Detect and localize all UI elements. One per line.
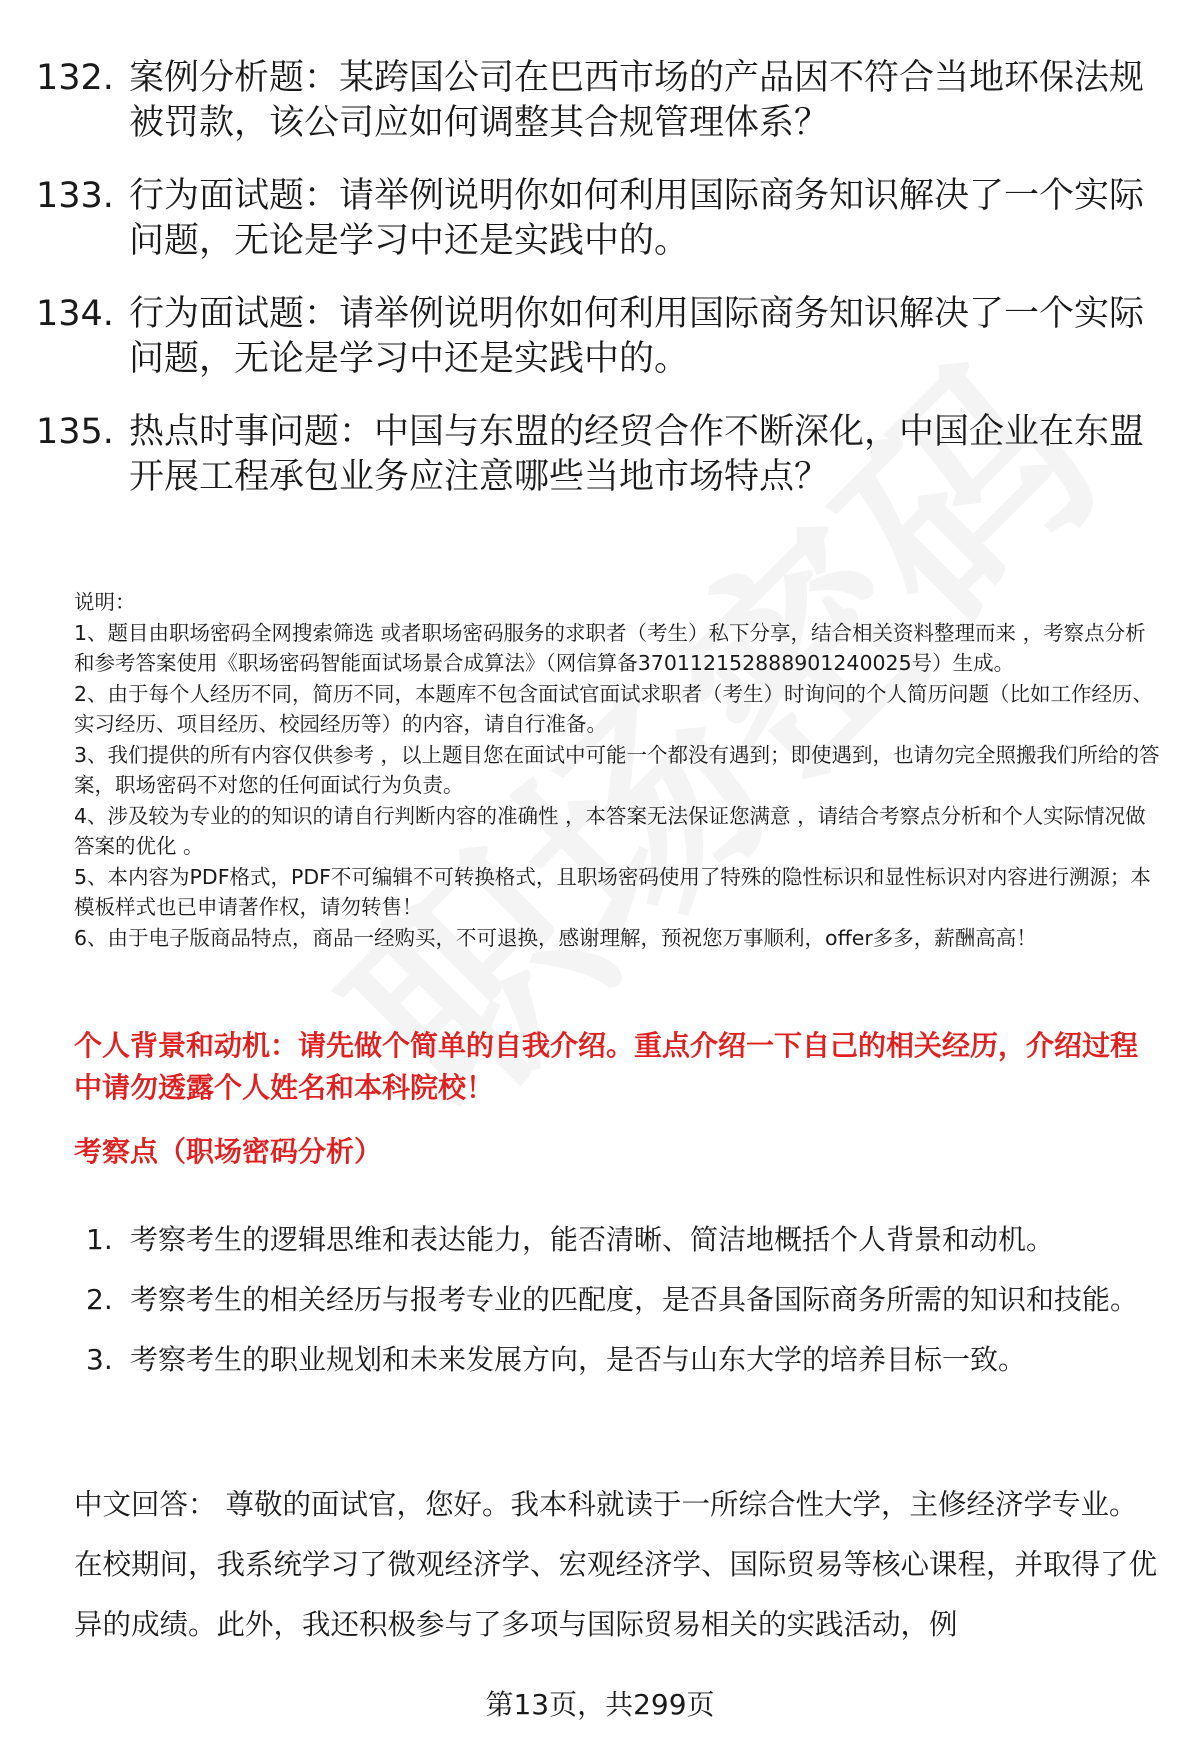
question-item [36,56,1156,146]
question-text: 行为面试题：请举例说明你如何利用国际商务知识解决了一个实际问题，无论是学习中还是实践中的。 [129,176,1145,261]
notes-section [74,587,1160,953]
analysis-point [74,1330,1160,1390]
analysis-point [74,1270,1160,1330]
question-number: 135. [36,412,114,452]
note-item: 6、由于电子版商品特点，商品一经购买，不可退换，感谢理解，预祝您万事顺利，offer多多，薪酬高高！ [74,925,1037,950]
question-text: 行为面试题：请举例说明你如何利用国际商务知识解决了一个实际问题，无论是学习中还是实践中的。 [129,294,1145,379]
note-item: 3、我们提供的所有内容仅供参考 ，以上题目您在面试中可能一个都没有遇到；即使遇到，也请勿完全照搬我们所给的答案，职场密码不对您的任何面试行为负责。 [74,742,1160,797]
page-footer: 第13页，共299页 [485,1688,715,1721]
question-number: 133. [36,176,114,216]
analysis-point [74,1210,1160,1270]
answer-text: 中文回答： 尊敬的面试官，您好。我本科就读于一所综合性大学，主修经济学专业。在校期间，我系统学习了微观经济学、宏观经济学、国际贸易等核心课程，并取得了优异的成绩。此外，我还积极参与了多项与国际贸易相关的实践活动，例 [74,1488,1158,1641]
note-item: 2、由于每个人经历不同，简历不同，本题库不包含面试官面试求职者（考生）时询问的个人简历问题（比如工作经历、实习经历、项目经历、校园经历等）的内容，请自行准备。 [74,681,1154,736]
question-number: 134. [36,294,114,334]
question-number: 132. [36,58,114,98]
main-question: 个人背景和动机：请先做个简单的自我介绍。重点介绍一下自己的相关经历，介绍过程中请勿透露个人姓名和本科院校！ [74,1029,1139,1104]
point-number: 1. [86,1223,113,1256]
analysis-title: 考察点（职场密码分析） [74,1135,383,1168]
question-item [36,292,1156,382]
note-item: 1、题目由职场密码全网搜索筛选 或者职场密码服务的求职者（考生）私下分享，结合相关资料整理而来 ，考察点分析和参考答案使用《职场密码智能面试场景合成算法》（网信算备370112152888901240025号）生成。 [74,620,1146,675]
point-text: 考察考生的逻辑思维和表达能力，能否清晰、简洁地概括个人背景和动机。 [130,1223,1055,1256]
point-text: 考察考生的职业规划和未来发展方向，是否与山东大学的培养目标一致。 [130,1343,1027,1376]
analysis-points [74,1210,1160,1390]
point-number: 3. [86,1343,113,1376]
note-item: 5、本内容为PDF格式，PDF不可编辑不可转换格式，且职场密码使用了特殊的隐性标识和显性标识对内容进行溯源；本模板样式也已申请著作权，请勿转售！ [74,864,1151,919]
question-text: 热点时事问题：中国与东盟的经贸合作不断深化，中国企业在东盟开展工程承包业务应注意哪些当地市场特点？ [129,412,1145,497]
question-item [36,174,1156,264]
question-text: 案例分析题：某跨国公司在巴西市场的产品因不符合当地环保法规被罚款，该公司应如何调整其合规管理体系？ [129,58,1145,143]
note-item: 4、涉及较为专业的的知识的请自行判断内容的准确性 ，本答案无法保证您满意 ，请结合考察点分析和个人实际情况做答案的优化 。 [74,803,1146,858]
point-text: 考察考生的相关经历与报考专业的匹配度，是否具备国际商务所需的知识和技能。 [130,1283,1139,1316]
notes-title: 说明： [74,590,136,614]
point-number: 2. [86,1283,113,1316]
question-item [36,410,1156,500]
